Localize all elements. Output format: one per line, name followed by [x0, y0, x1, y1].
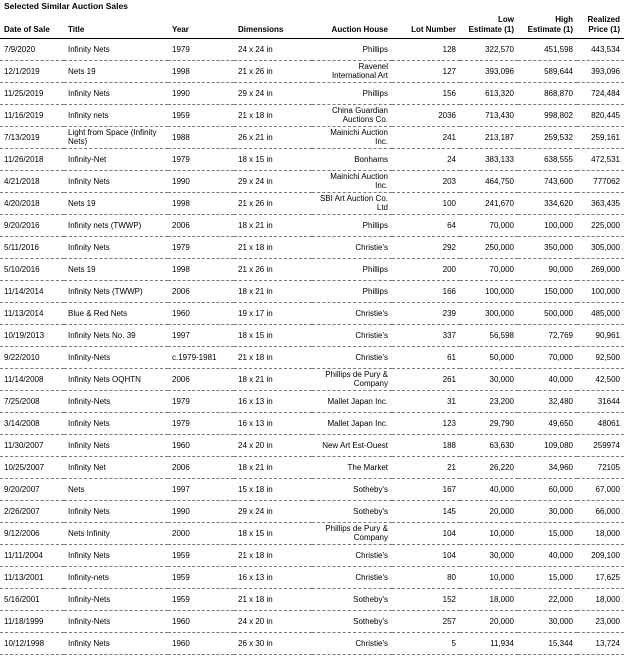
table-row [0, 544, 624, 566]
cell-high-estimate: 30,000 [518, 500, 577, 522]
cell-high-estimate: 72,769 [518, 324, 577, 346]
cell-lot-number: 156 [392, 82, 460, 104]
cell-year: 1959 [168, 104, 234, 126]
cell-date: 11/30/2007 [0, 434, 64, 456]
cell-auction-house: Sotheby's [312, 610, 392, 632]
cell-year: 1990 [168, 500, 234, 522]
cell-realized-price: 363,435 [577, 192, 624, 214]
cell-title: Infinity nets [64, 104, 168, 126]
cell-auction-house: Bonhams [312, 148, 392, 170]
cell-lot-number: 21 [392, 456, 460, 478]
cell-auction-house: China Guardian Auctions Co. [312, 104, 392, 126]
cell-high-estimate: 15,000 [518, 522, 577, 544]
cell-realized-price: 393,096 [577, 60, 624, 82]
cell-realized-price: 23,000 [577, 610, 624, 632]
cell-date: 11/13/2014 [0, 302, 64, 324]
cell-high-estimate: 40,000 [518, 368, 577, 390]
cell-date: 7/9/2020 [0, 38, 64, 60]
cell-high-estimate: 70,000 [518, 346, 577, 368]
cell-year: 1990 [168, 170, 234, 192]
cell-low-estimate: 29,790 [460, 412, 518, 434]
col-header-auction-house: Auction House [312, 14, 392, 38]
cell-title: Infinity Nets [64, 412, 168, 434]
table-row [0, 610, 624, 632]
cell-year: 1997 [168, 478, 234, 500]
cell-realized-price: 18,000 [577, 588, 624, 610]
cell-lot-number: 257 [392, 610, 460, 632]
cell-title: Nets 19 [64, 258, 168, 280]
table-row [0, 82, 624, 104]
cell-low-estimate: 300,000 [460, 302, 518, 324]
cell-year: 1979 [168, 412, 234, 434]
cell-realized-price: 259974 [577, 434, 624, 456]
cell-high-estimate: 100,000 [518, 214, 577, 236]
cell-year: 1959 [168, 566, 234, 588]
cell-auction-house: Sotheby's [312, 588, 392, 610]
cell-high-estimate: 15,000 [518, 566, 577, 588]
cell-lot-number: 104 [392, 522, 460, 544]
cell-title: Infinity-nets [64, 566, 168, 588]
cell-high-estimate: 150,000 [518, 280, 577, 302]
cell-year: 1979 [168, 148, 234, 170]
cell-title: Infinity Nets No. 39 [64, 324, 168, 346]
cell-year: 1959 [168, 544, 234, 566]
cell-date: 9/12/2006 [0, 522, 64, 544]
cell-title: Infinity-Nets [64, 346, 168, 368]
cell-low-estimate: 23,200 [460, 390, 518, 412]
cell-auction-house: Phillips [312, 280, 392, 302]
cell-lot-number: 203 [392, 170, 460, 192]
cell-low-estimate: 30,000 [460, 368, 518, 390]
cell-low-estimate: 322,570 [460, 38, 518, 60]
cell-realized-price: 485,000 [577, 302, 624, 324]
cell-year: 1960 [168, 302, 234, 324]
cell-auction-house: The Market [312, 456, 392, 478]
table-row [0, 236, 624, 258]
table-row [0, 412, 624, 434]
cell-date: 4/21/2018 [0, 170, 64, 192]
cell-realized-price: 777062 [577, 170, 624, 192]
cell-low-estimate: 18,000 [460, 588, 518, 610]
cell-auction-house: Christie's [312, 302, 392, 324]
table-row [0, 632, 624, 654]
cell-auction-house: Mainichi Auction Inc. [312, 170, 392, 192]
cell-title: Infinity Nets [64, 500, 168, 522]
cell-auction-house: Sotheby's [312, 478, 392, 500]
table-row [0, 280, 624, 302]
cell-realized-price: 72105 [577, 456, 624, 478]
col-header-date: Date of Sale [0, 14, 64, 38]
cell-date: 10/19/2013 [0, 324, 64, 346]
cell-date: 5/11/2016 [0, 236, 64, 258]
cell-low-estimate: 393,096 [460, 60, 518, 82]
cell-high-estimate: 589,644 [518, 60, 577, 82]
cell-dimensions: 21 x 18 in [234, 588, 312, 610]
cell-realized-price: 820,445 [577, 104, 624, 126]
cell-low-estimate: 20,000 [460, 610, 518, 632]
cell-realized-price: 724,484 [577, 82, 624, 104]
cell-date: 11/14/2008 [0, 368, 64, 390]
cell-dimensions: 29 x 24 in [234, 82, 312, 104]
cell-year: 1998 [168, 192, 234, 214]
cell-date: 11/25/2019 [0, 82, 64, 104]
cell-year: 1960 [168, 632, 234, 654]
cell-dimensions: 21 x 18 in [234, 104, 312, 126]
table-row [0, 456, 624, 478]
cell-dimensions: 18 x 15 in [234, 522, 312, 544]
cell-auction-house: Phillips [312, 214, 392, 236]
table-row [0, 170, 624, 192]
cell-lot-number: 31 [392, 390, 460, 412]
cell-title: Blue & Red Nets [64, 302, 168, 324]
cell-year: 2006 [168, 456, 234, 478]
cell-auction-house: Phillips [312, 82, 392, 104]
cell-high-estimate: 451,598 [518, 38, 577, 60]
cell-realized-price: 13,724 [577, 632, 624, 654]
cell-dimensions: 29 x 24 in [234, 170, 312, 192]
cell-auction-house: Christie's [312, 566, 392, 588]
cell-year: 2006 [168, 280, 234, 302]
cell-lot-number: 80 [392, 566, 460, 588]
cell-high-estimate: 109,080 [518, 434, 577, 456]
cell-low-estimate: 464,750 [460, 170, 518, 192]
cell-realized-price: 17,625 [577, 566, 624, 588]
cell-dimensions: 18 x 21 in [234, 280, 312, 302]
cell-auction-house: Christie's [312, 346, 392, 368]
cell-dimensions: 18 x 21 in [234, 368, 312, 390]
cell-high-estimate: 49,650 [518, 412, 577, 434]
cell-realized-price: 92,500 [577, 346, 624, 368]
cell-lot-number: 5 [392, 632, 460, 654]
cell-auction-house: Phillips de Pury & Company [312, 368, 392, 390]
cell-date: 11/16/2019 [0, 104, 64, 126]
cell-lot-number: 241 [392, 126, 460, 148]
cell-title: Infinity nets (TWWP) [64, 214, 168, 236]
cell-year: 1998 [168, 258, 234, 280]
table-header-row [0, 14, 624, 38]
cell-title: Infinity Net [64, 456, 168, 478]
cell-low-estimate: 241,670 [460, 192, 518, 214]
cell-lot-number: 166 [392, 280, 460, 302]
cell-auction-house: Sotheby's [312, 500, 392, 522]
cell-dimensions: 21 x 18 in [234, 236, 312, 258]
table-row [0, 148, 624, 170]
cell-realized-price: 225,000 [577, 214, 624, 236]
table-row [0, 214, 624, 236]
cell-year: 1997 [168, 324, 234, 346]
cell-year: 1979 [168, 390, 234, 412]
cell-year: 1990 [168, 82, 234, 104]
cell-low-estimate: 213,187 [460, 126, 518, 148]
cell-lot-number: 127 [392, 60, 460, 82]
cell-year: 1998 [168, 60, 234, 82]
cell-title: Infinity-Nets [64, 390, 168, 412]
cell-lot-number: 61 [392, 346, 460, 368]
cell-date: 7/13/2019 [0, 126, 64, 148]
cell-low-estimate: 713,430 [460, 104, 518, 126]
table-row [0, 566, 624, 588]
cell-date: 2/26/2007 [0, 500, 64, 522]
cell-low-estimate: 40,000 [460, 478, 518, 500]
cell-date: 11/11/2004 [0, 544, 64, 566]
cell-year: 1960 [168, 610, 234, 632]
cell-date: 9/20/2007 [0, 478, 64, 500]
cell-lot-number: 100 [392, 192, 460, 214]
cell-high-estimate: 60,000 [518, 478, 577, 500]
col-header-year: Year [168, 14, 234, 38]
table-row [0, 302, 624, 324]
cell-year: 1960 [168, 434, 234, 456]
cell-year: 2006 [168, 214, 234, 236]
section-title: Selected Similar Auction Sales [4, 1, 128, 11]
cell-high-estimate: 350,000 [518, 236, 577, 258]
cell-high-estimate: 40,000 [518, 544, 577, 566]
cell-title: Nets 19 [64, 192, 168, 214]
cell-high-estimate: 32,480 [518, 390, 577, 412]
col-header-realized-price: Realized Price (1) [577, 14, 624, 38]
cell-lot-number: 64 [392, 214, 460, 236]
cell-auction-house: Mainichi Auction Inc. [312, 126, 392, 148]
cell-high-estimate: 334,620 [518, 192, 577, 214]
cell-date: 3/14/2008 [0, 412, 64, 434]
cell-realized-price: 66,000 [577, 500, 624, 522]
cell-lot-number: 152 [392, 588, 460, 610]
cell-date: 9/22/2010 [0, 346, 64, 368]
cell-date: 10/25/2007 [0, 456, 64, 478]
cell-year: 1979 [168, 38, 234, 60]
cell-high-estimate: 500,000 [518, 302, 577, 324]
cell-lot-number: 188 [392, 434, 460, 456]
col-header-title: Title [64, 14, 168, 38]
cell-title: Infinity Nets [64, 236, 168, 258]
cell-low-estimate: 613,320 [460, 82, 518, 104]
cell-lot-number: 167 [392, 478, 460, 500]
cell-year: 1959 [168, 588, 234, 610]
cell-dimensions: 21 x 26 in [234, 258, 312, 280]
cell-year: 1979 [168, 236, 234, 258]
cell-high-estimate: 743,600 [518, 170, 577, 192]
cell-low-estimate: 56,598 [460, 324, 518, 346]
cell-title: Infinity Nets [64, 170, 168, 192]
cell-auction-house: Christie's [312, 236, 392, 258]
cell-low-estimate: 50,000 [460, 346, 518, 368]
table-row [0, 478, 624, 500]
cell-high-estimate: 259,532 [518, 126, 577, 148]
cell-low-estimate: 10,000 [460, 522, 518, 544]
cell-dimensions: 29 x 24 in [234, 500, 312, 522]
cell-date: 5/16/2001 [0, 588, 64, 610]
cell-realized-price: 259,161 [577, 126, 624, 148]
cell-low-estimate: 383,133 [460, 148, 518, 170]
cell-auction-house: New Art Est-Ouest [312, 434, 392, 456]
cell-realized-price: 90,961 [577, 324, 624, 346]
cell-low-estimate: 30,000 [460, 544, 518, 566]
cell-date: 12/1/2019 [0, 60, 64, 82]
cell-dimensions: 16 x 13 in [234, 390, 312, 412]
cell-title: Infinity-Nets [64, 588, 168, 610]
cell-realized-price: 67,000 [577, 478, 624, 500]
cell-auction-house: Phillips [312, 258, 392, 280]
cell-date: 11/13/2001 [0, 566, 64, 588]
cell-auction-house: Ravenel International Art [312, 60, 392, 82]
cell-high-estimate: 22,000 [518, 588, 577, 610]
cell-low-estimate: 100,000 [460, 280, 518, 302]
table-row [0, 258, 624, 280]
cell-title: Infinity Nets (TWWP) [64, 280, 168, 302]
cell-dimensions: 16 x 13 in [234, 566, 312, 588]
cell-auction-house: Phillips [312, 38, 392, 60]
table-row [0, 38, 624, 60]
cell-low-estimate: 26,220 [460, 456, 518, 478]
cell-high-estimate: 90,000 [518, 258, 577, 280]
cell-low-estimate: 70,000 [460, 258, 518, 280]
cell-title: Nets [64, 478, 168, 500]
cell-dimensions: 24 x 24 in [234, 38, 312, 60]
cell-dimensions: 15 x 18 in [234, 478, 312, 500]
cell-dimensions: 18 x 15 in [234, 324, 312, 346]
cell-title: Infinity Nets [64, 544, 168, 566]
cell-title: Infinity Nets OQHTN [64, 368, 168, 390]
table-row [0, 522, 624, 544]
cell-lot-number: 24 [392, 148, 460, 170]
cell-date: 7/25/2008 [0, 390, 64, 412]
cell-dimensions: 21 x 26 in [234, 192, 312, 214]
cell-realized-price: 18,000 [577, 522, 624, 544]
cell-auction-house: Christie's [312, 632, 392, 654]
cell-lot-number: 337 [392, 324, 460, 346]
table-row [0, 104, 624, 126]
table-row [0, 588, 624, 610]
cell-realized-price: 305,000 [577, 236, 624, 258]
cell-high-estimate: 15,344 [518, 632, 577, 654]
cell-low-estimate: 11,934 [460, 632, 518, 654]
cell-high-estimate: 34,960 [518, 456, 577, 478]
table-row [0, 434, 624, 456]
cell-lot-number: 104 [392, 544, 460, 566]
cell-date: 11/26/2018 [0, 148, 64, 170]
cell-year: 2006 [168, 368, 234, 390]
cell-realized-price: 269,000 [577, 258, 624, 280]
cell-title: Infinity-Net [64, 148, 168, 170]
cell-realized-price: 100,000 [577, 280, 624, 302]
cell-lot-number: 239 [392, 302, 460, 324]
table-row [0, 346, 624, 368]
cell-year: 2000 [168, 522, 234, 544]
cell-realized-price: 443,534 [577, 38, 624, 60]
cell-dimensions: 16 x 13 in [234, 412, 312, 434]
cell-lot-number: 292 [392, 236, 460, 258]
cell-dimensions: 24 x 20 in [234, 610, 312, 632]
cell-realized-price: 48061 [577, 412, 624, 434]
cell-title: Nets Infinity [64, 522, 168, 544]
col-header-low-estimate: Low Estimate (1) [460, 14, 518, 38]
cell-high-estimate: 30,000 [518, 610, 577, 632]
cell-title: Infinity Nets [64, 38, 168, 60]
table-row [0, 324, 624, 346]
table-row [0, 60, 624, 82]
table-row [0, 126, 624, 148]
cell-auction-house: Mallet Japan Inc. [312, 390, 392, 412]
cell-realized-price: 42,500 [577, 368, 624, 390]
cell-dimensions: 18 x 15 in [234, 148, 312, 170]
cell-title: Infinity Nets [64, 82, 168, 104]
cell-auction-house: SBI Art Auction Co. Ltd [312, 192, 392, 214]
cell-realized-price: 209,100 [577, 544, 624, 566]
cell-low-estimate: 250,000 [460, 236, 518, 258]
table-row [0, 500, 624, 522]
cell-dimensions: 26 x 30 in [234, 632, 312, 654]
cell-title: Infinity Nets [64, 434, 168, 456]
cell-date: 4/20/2018 [0, 192, 64, 214]
cell-auction-house: Christie's [312, 544, 392, 566]
cell-lot-number: 145 [392, 500, 460, 522]
cell-date: 5/10/2016 [0, 258, 64, 280]
cell-low-estimate: 20,000 [460, 500, 518, 522]
auction-sales-table [0, 14, 624, 655]
cell-dimensions: 26 x 21 in [234, 126, 312, 148]
cell-date: 10/12/1998 [0, 632, 64, 654]
cell-year: c.1979-1981 [168, 346, 234, 368]
cell-date: 11/18/1999 [0, 610, 64, 632]
cell-auction-house: Phillips de Pury & Company [312, 522, 392, 544]
cell-title: Light from Space (Infinity Nets) [64, 126, 168, 148]
cell-title: Nets 19 [64, 60, 168, 82]
table-row [0, 390, 624, 412]
cell-low-estimate: 63,630 [460, 434, 518, 456]
cell-title: Infinity-Nets [64, 610, 168, 632]
cell-realized-price: 31644 [577, 390, 624, 412]
cell-low-estimate: 70,000 [460, 214, 518, 236]
cell-title: Infinity Nets [64, 632, 168, 654]
cell-low-estimate: 10,000 [460, 566, 518, 588]
cell-date: 11/14/2014 [0, 280, 64, 302]
cell-dimensions: 19 x 17 in [234, 302, 312, 324]
table-row [0, 192, 624, 214]
cell-dimensions: 18 x 21 in [234, 456, 312, 478]
cell-high-estimate: 998,802 [518, 104, 577, 126]
cell-dimensions: 21 x 18 in [234, 544, 312, 566]
col-header-dimensions: Dimensions [234, 14, 312, 38]
table-row [0, 368, 624, 390]
cell-lot-number: 2036 [392, 104, 460, 126]
cell-lot-number: 128 [392, 38, 460, 60]
cell-lot-number: 200 [392, 258, 460, 280]
cell-dimensions: 18 x 21 in [234, 214, 312, 236]
cell-dimensions: 24 x 20 in [234, 434, 312, 456]
col-header-high-estimate: High Estimate (1) [518, 14, 577, 38]
cell-lot-number: 123 [392, 412, 460, 434]
cell-auction-house: Mallet Japan Inc. [312, 412, 392, 434]
cell-high-estimate: 638,555 [518, 148, 577, 170]
cell-year: 1988 [168, 126, 234, 148]
cell-date: 9/20/2016 [0, 214, 64, 236]
cell-dimensions: 21 x 18 in [234, 346, 312, 368]
cell-lot-number: 261 [392, 368, 460, 390]
cell-auction-house: Christie's [312, 324, 392, 346]
cell-high-estimate: 868,870 [518, 82, 577, 104]
cell-realized-price: 472,531 [577, 148, 624, 170]
cell-dimensions: 21 x 26 in [234, 60, 312, 82]
col-header-lot-number: Lot Number [392, 14, 460, 38]
